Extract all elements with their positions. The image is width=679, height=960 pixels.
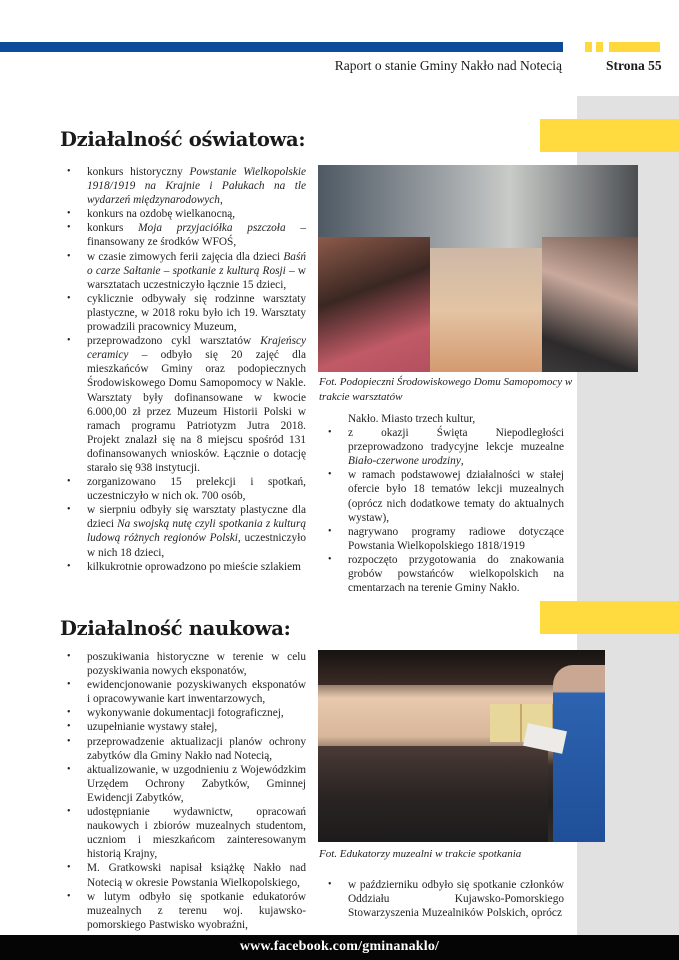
list-item [61, 475, 306, 503]
bullet-icon: • [67, 679, 71, 691]
list-item [61, 706, 306, 720]
photo-workshop-image [318, 165, 638, 372]
photo-caption-meeting: Fot. Edukatorzy muzealni w trakcie spotkania [319, 848, 522, 860]
list-item-text: w ramach podstawowej działalności w stałej ofercie było 18 tematów lekcji muzealnych (oprócz nich dodatkowe tematy do aktualnych wystaw), [348, 469, 564, 524]
list-item-text: – finansowany ze środków WFOŚ, [87, 222, 306, 249]
list-item-text: wykonywanie dokumentacji fotograficznej, [87, 707, 284, 720]
bullet-icon: • [67, 651, 71, 662]
bullet-icon: • [67, 504, 71, 516]
photo-audience [318, 746, 548, 842]
bullet-icon: • [67, 166, 71, 177]
list-item [61, 165, 306, 207]
list-item-continuation: Nakło. Miasto trzech kultur, [348, 413, 476, 425]
bullet-icon: • [67, 476, 71, 488]
list-item [61, 292, 306, 334]
list-item-text: – odbyło się 20 zajęć dla mieszkańców Gminy oraz podopiecznych Środowiskowego Domu Samopomocy w Nakle. Warsztaty były dofinansowane w kwocie 6.000,00 zł przez Muzeum Historii Polski w ramach programu Patriotyzm Jutra 2018. Projekt znalazł się na 8 miejscu spośród 131 dofinansowanych wniosków. Łącznie o dotację starało się 938 instytucji. [87, 349, 306, 474]
bullet-icon: • [67, 222, 71, 234]
photo-meeting-image [318, 650, 605, 842]
header-accent-square [596, 42, 603, 52]
list-item [61, 763, 306, 805]
list-item-text: , [460, 455, 464, 468]
header-accent-bar [609, 42, 660, 52]
list-item-text: , [219, 194, 223, 207]
list-item-text: poszukiwania historyczne w terenie w celu pozyskiwania nowych eksponatów, [87, 651, 306, 678]
list-item [61, 720, 306, 734]
list-item-text: rozpoczęto przygotowania do znakowania grobów powstańców wielkopolskich na cmentarzach na terenie Gminy Nakło. [348, 553, 564, 595]
list-item [322, 468, 564, 524]
list-item-text: w sierpniu odbyły się warsztaty plastyczne dla dzieci [87, 504, 306, 531]
list-item-text: , uczestniczyło w nich 18 dzieci, [87, 532, 306, 559]
list-item-text: w czasie zimowych ferii zajęcia dla dzieci [87, 250, 284, 263]
list-item-title-italic: Na swojską nutę czyli spotkania z kulturą ludową różnych regionów Polski [87, 518, 306, 545]
list-item [322, 426, 564, 468]
bullet-icon: • [67, 292, 71, 304]
section-accent-band [540, 119, 679, 152]
list-item [61, 735, 306, 763]
bullet-icon: • [67, 735, 71, 747]
educational-activities-list-continued [322, 412, 564, 595]
section-accent-band [540, 601, 679, 634]
bullet-icon: • [67, 890, 71, 902]
scientific-activities-list-continued [322, 878, 564, 920]
list-item [61, 650, 306, 678]
list-item [61, 861, 306, 889]
list-item [61, 221, 306, 249]
list-item-text: aktualizowanie, w uzgodnieniu z Wojewódzkim Urzędem Ochrony Zabytków, Gminnej Ewidencji Zabytków, [87, 763, 306, 804]
list-item-text: nagrywano programy radiowe dotyczące Powstania Wielkopolskiego 1818/1919 [348, 525, 564, 552]
list-item-text: w październiku odbyło się spotkanie członków Oddziału Kujawsko-Pomorskiego Stowarzyszenia Muzealników Polskich, oprócz [348, 879, 564, 920]
list-item-text: przeprowadzono cykl warsztatów [87, 335, 261, 348]
list-item [61, 250, 306, 292]
list-item-text: w lutym odbyło się spotkanie edukatorów muzealnych z terenu woj. kujawsko-pomorskiego Pastwisko wyobraźni, [87, 890, 306, 931]
bullet-icon: • [328, 525, 332, 537]
bullet-icon: • [328, 427, 332, 439]
list-item-text: M. Gratkowski napisał książkę Nakło nad Notecią w okresie Powstania Wielkopolskiego, [87, 862, 306, 889]
section-title-scientific: Działalność naukowa: [60, 617, 291, 640]
list-item-text: uzupełnianie wystawy stałej, [87, 721, 218, 734]
list-item [322, 553, 564, 595]
list-item-title-italic: Powstanie Wielkopolskie 1918/1919 na Krajnie i Pałukach na tle wydarzeń międzynarodowych [87, 166, 306, 207]
list-item [61, 503, 306, 559]
list-item-text: przeprowadzenie aktualizacji planów ochrony zabytków dla Gminy Nakło nad Notecią, [87, 735, 306, 762]
bullet-icon: • [67, 560, 71, 572]
facebook-link[interactable]: www.facebook.com/gminanaklo/ [239, 939, 440, 954]
bullet-icon: • [67, 721, 71, 733]
list-item-text: konkurs historyczny [87, 166, 190, 178]
list-item-text: konkurs na ozdobę wielkanocną, [87, 208, 236, 221]
footer-bar [0, 935, 679, 960]
list-item-text: konkurs [87, 222, 139, 235]
bullet-icon: • [328, 553, 332, 565]
scientific-activities-list [61, 650, 306, 932]
bullet-icon: • [67, 208, 71, 220]
list-item-title-italic: Biało-czerwone urodziny [348, 455, 461, 468]
bullet-icon: • [67, 862, 71, 874]
list-item-text: udostępnianie wydawnictw, opracowań naukowych i zbiorów muzealnych studentom, uczniom i mieszkańcom zainteresowanym historią Krajny, [87, 806, 306, 861]
list-item-title-italic: Krajeńscy ceramicy [87, 335, 306, 362]
list-item [61, 207, 306, 221]
list-item-text: kilkukrotnie oprowadzono po mieście szlakiem [87, 560, 301, 573]
list-item [61, 678, 306, 706]
list-item-text: ewidencjonowanie pozyskiwanych eksponatów i opracowywanie kart inwentarzowych, [87, 679, 306, 706]
bullet-icon: • [67, 250, 71, 262]
list-item [322, 525, 564, 553]
header-accent-square [585, 42, 592, 52]
list-item-text: z okazji Święta Niepodległości przeprowadzono tradycyjne lekcje muzealne [348, 427, 564, 454]
bullet-icon: • [67, 763, 71, 775]
list-item [61, 334, 306, 475]
page-number: Strona 55 [606, 58, 662, 73]
photo-people-right [542, 237, 638, 372]
bullet-icon: • [328, 469, 332, 481]
list-item-title-italic: Baśń o carze Sałtanie – spotkanie z kulturą Rosji [87, 250, 306, 277]
bullet-icon: • [67, 335, 71, 347]
educational-activities-list [61, 165, 306, 574]
photo-people-left [318, 237, 430, 372]
list-item [61, 805, 306, 861]
list-item-text: – w warsztatach uczestniczyło łącznie 15 dzieci, [87, 264, 306, 291]
header-blue-bar [0, 42, 563, 52]
list-item-text: cyklicznie odbywały się rodzinne warsztaty plastyczne, w 2018 roku było ich 19. Warsztaty prowadzili pracownicy Muzeum, [87, 292, 306, 334]
list-item [322, 878, 564, 920]
list-item [61, 890, 306, 932]
section-title-educational: Działalność oświatowa: [60, 128, 306, 151]
report-title: Raport o stanie Gminy Nakło nad Notecią [334, 58, 562, 73]
bullet-icon: • [67, 707, 71, 719]
list-item [61, 560, 306, 574]
bullet-icon: • [328, 879, 332, 890]
list-item-title-italic: Moja przyjaciółka pszczoła [138, 222, 286, 235]
list-item-text: zorganizowano 15 prelekcji i spotkań, uczestniczyło w nich ok. 700 osób, [87, 476, 306, 503]
photo-caption-workshop: Fot. Podopieczni Środowiskowego Domu Samopomocy w trakcie warsztatów [319, 376, 573, 403]
bullet-icon: • [67, 806, 71, 818]
